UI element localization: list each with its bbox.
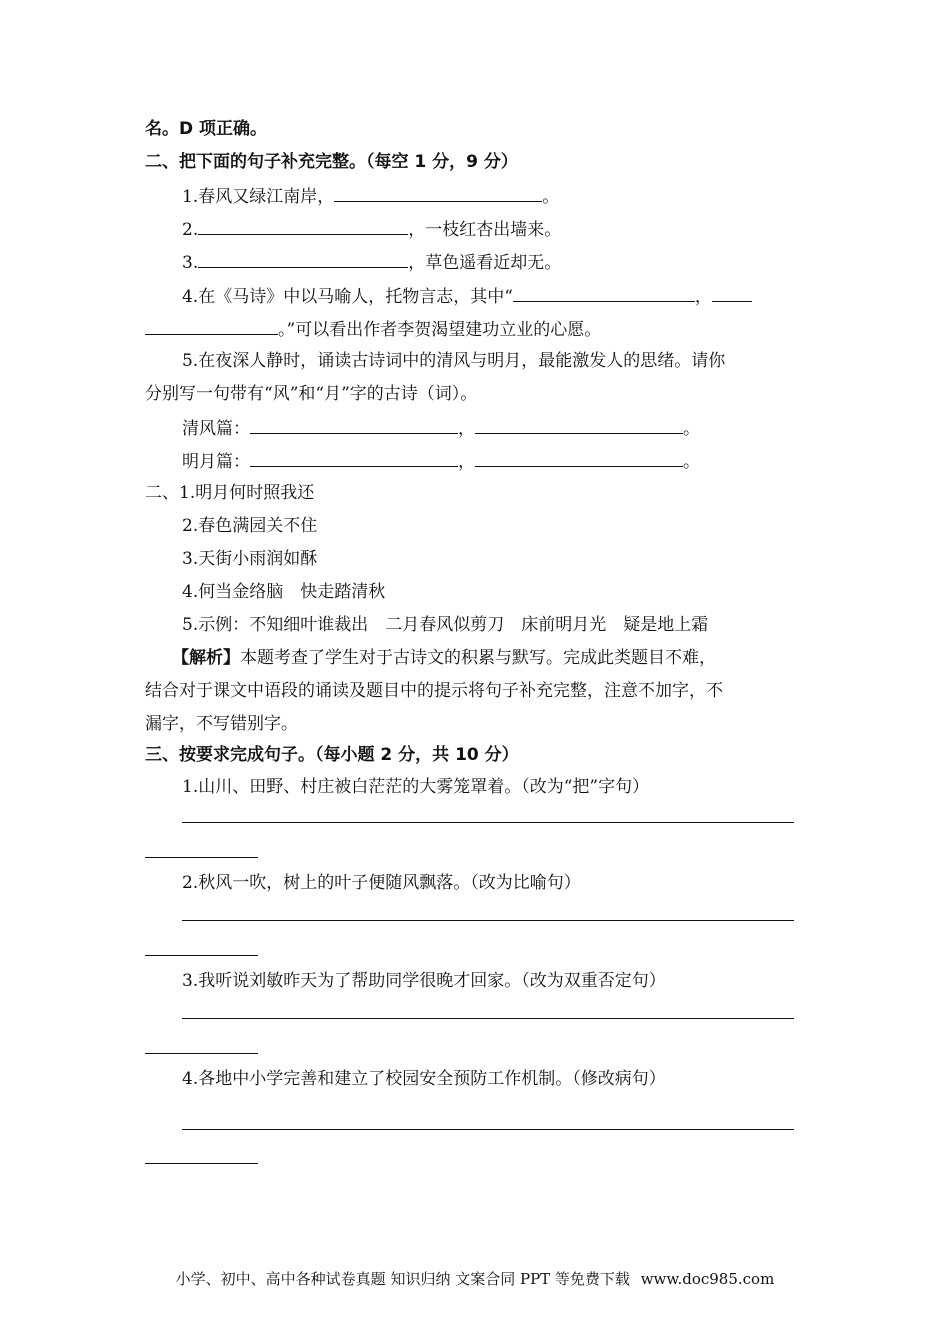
answer-2-2: 2.春色满园关不住 [182, 516, 318, 536]
analysis-line-2: 结合对于课文中语段的诵读及题目中的提示将句子补充完整，注意不加字，不 [145, 681, 723, 701]
fill-question-3-text: ，草色遥看近却无。 [408, 253, 562, 273]
fill-question-2-blank[interactable] [198, 217, 408, 235]
rewrite-answer-line-4a[interactable] [182, 1129, 794, 1130]
fill-question-3-number: 3. [182, 253, 199, 273]
analysis-line-1 [172, 647, 716, 669]
section-2-heading: 二、把下面的句子补充完整。（每空 1 分，9 分） [145, 152, 518, 172]
answer-2-5: 5.示例：不知细叶谁裁出 二月春风似剪刀 床前明月光 疑是地上霜 [182, 615, 709, 635]
wind-poem-comma: ， [458, 419, 475, 439]
fill-question-5-line-2: 分别写一句带有“风”和“月”字的古诗（词）。 [145, 384, 478, 404]
fill-question-5-line-1: 5.在夜深人静时，诵读古诗词中的清风与明月，最能激发人的思绪。请你 [182, 351, 726, 371]
footer-text: 小学、初中、高中各种试卷真题 知识归纳 文案合同 PPT 等免费下载 [175, 1270, 630, 1288]
fill-question-2 [182, 217, 561, 241]
moon-poem-blank-2[interactable] [475, 449, 683, 467]
page-footer [0, 1268, 950, 1289]
footer-url[interactable]: www.doc985.com [640, 1270, 775, 1288]
fill-question-1-blank[interactable] [334, 184, 542, 202]
fill-question-3 [182, 250, 561, 274]
wind-poem-row [182, 416, 700, 440]
moon-poem-period: 。 [683, 452, 700, 472]
analysis-tag: 【解析】 [172, 648, 240, 668]
wind-poem-blank-1[interactable] [250, 416, 458, 434]
moon-poem-blank-1[interactable] [250, 449, 458, 467]
rewrite-question-4: 4.各地中小学完善和建立了校园安全预防工作机制。（修改病句） [182, 1069, 666, 1089]
wind-poem-blank-2[interactable] [475, 416, 683, 434]
rewrite-answer-line-3a[interactable] [182, 1018, 794, 1019]
fill-question-1 [182, 184, 559, 208]
moon-poem-row [182, 449, 700, 473]
fill-question-3-blank[interactable] [198, 250, 408, 268]
analysis-text-1: 本题考查了学生对于古诗文的积累与默写。完成此类题目不难， [240, 648, 716, 668]
wind-poem-period: 。 [683, 419, 700, 439]
answer-2-4: 4.何当金络脑 快走踏清秋 [182, 582, 386, 602]
rewrite-answer-line-4b[interactable] [145, 1163, 258, 1164]
previous-answer-fragment: 名。D 项正确。 [145, 119, 268, 139]
fill-question-4-continued [145, 317, 601, 341]
fill-question-4-blank-a[interactable] [513, 284, 695, 302]
fill-question-4 [182, 284, 752, 308]
fill-question-4-prompt: 4.在《马诗》中以马喻人，托物言志，其中“ [182, 287, 513, 307]
rewrite-answer-line-1a[interactable] [182, 822, 794, 823]
moon-poem-comma: ， [458, 452, 475, 472]
fill-question-1-prompt: 1.春风又绿江南岸， [182, 187, 335, 207]
rewrite-answer-line-2a[interactable] [182, 920, 794, 921]
moon-poem-label: 明月篇： [182, 452, 250, 472]
wind-poem-label: 清风篇： [182, 419, 250, 439]
analysis-line-3: 漏字，不写错别字。 [145, 714, 298, 734]
fill-question-4-blank-b-start[interactable] [712, 284, 752, 302]
rewrite-question-1: 1.山川、田野、村庄被白茫茫的大雾笼罩着。（改为“把”字句） [182, 777, 650, 797]
section-3-heading: 三、按要求完成句子。（每小题 2 分，共 10 分） [145, 745, 519, 765]
rewrite-answer-line-1b[interactable] [145, 857, 258, 858]
fill-question-1-period: 。 [542, 187, 560, 207]
fill-question-2-text: ，一枝红杏出墙来。 [408, 220, 562, 240]
rewrite-answer-line-2b[interactable] [145, 955, 258, 956]
answer-2-3: 3.天街小雨润如酥 [182, 549, 318, 569]
fill-question-4-comma: ， [694, 287, 712, 307]
fill-question-4-tail: 。”可以看出作者李贺渴望建功立业的心愿。 [278, 320, 602, 340]
answer-2-1: 二、1.明月何时照我还 [145, 483, 315, 503]
rewrite-question-2: 2.秋风一吹，树上的叶子便随风飘落。（改为比喻句） [182, 873, 581, 893]
fill-question-4-blank-b-end[interactable] [145, 317, 278, 335]
rewrite-question-3: 3.我听说刘敏昨天为了帮助同学很晚才回家。（改为双重否定句） [182, 971, 666, 991]
rewrite-answer-line-3b[interactable] [145, 1053, 258, 1054]
fill-question-2-number: 2. [182, 220, 199, 240]
